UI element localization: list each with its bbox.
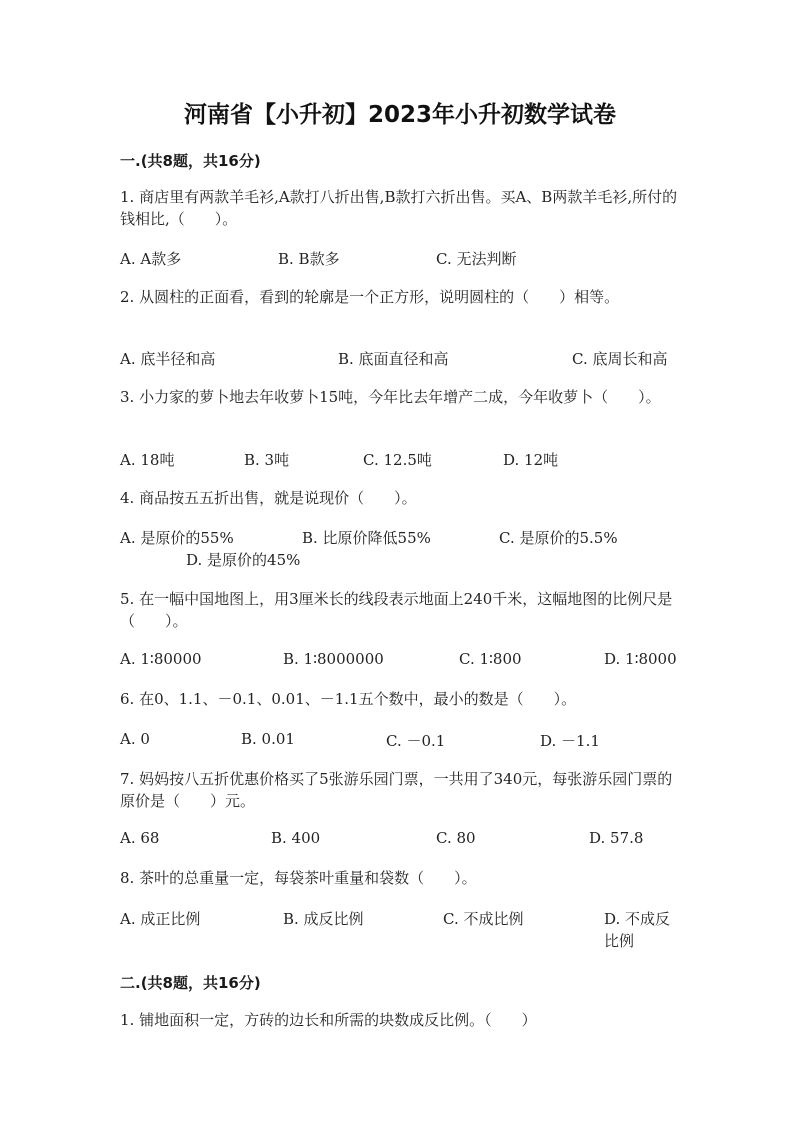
question-1-option-c: C. 无法判断 <box>436 250 517 268</box>
question-4-stem: 4. 商品按五五折出售，就是说现价（ ）。 <box>120 489 417 507</box>
question-5-option-c: C. 1∶800 <box>459 650 522 668</box>
question-4-option-b: B. 比原价降低55% <box>302 529 431 547</box>
question-3-option-b: B. 3吨 <box>244 451 290 469</box>
part2-question-1-stem: 1. 铺地面积一定，方砖的边长和所需的块数成反比例。（ ） <box>120 1011 537 1029</box>
section-heading-2: 二.(共8题，共16分) <box>120 974 261 992</box>
question-7-option-c: C. 80 <box>436 829 476 847</box>
page-title: 河南省【小升初】2023年小升初数学试卷 <box>183 102 616 128</box>
question-8-stem: 8. 茶叶的总重量一定，每袋茶叶重量和袋数（ ）。 <box>120 869 477 887</box>
question-7-option-b: B. 400 <box>271 829 321 847</box>
question-2-option-b: B. 底面直径和高 <box>338 350 449 368</box>
question-5-stem: 5. 在一幅中国地图上，用3厘米长的线段表示地面上240千米，这幅地图的比例尺是（ ）。 <box>120 590 673 630</box>
question-3-option-c: C. 12.5吨 <box>363 451 432 469</box>
question-3-option-d: D. 12吨 <box>503 451 559 469</box>
question-5-option-d: D. 1∶8000 <box>604 650 677 668</box>
question-2-stem: 2. 从圆柱的正面看，看到的轮廓是一个正方形，说明圆柱的（ ）相等。 <box>120 288 620 306</box>
question-2-option-c: C. 底周长和高 <box>572 350 668 368</box>
question-5-option-a: A. 1∶80000 <box>120 650 202 668</box>
question-8-option-d: D. 不成反比例 <box>604 910 671 950</box>
question-7-option-d: D. 57.8 <box>589 829 644 847</box>
question-1-option-b: B. B款多 <box>278 250 340 268</box>
question-8-option-a: A. 成正比例 <box>120 910 201 928</box>
question-6-option-b: B. 0.01 <box>241 730 295 748</box>
question-3-option-a: A. 18吨 <box>120 451 175 469</box>
question-6-option-c: C. －0.1 <box>386 732 446 750</box>
question-3-stem: 3. 小力家的萝卜地去年收萝卜15吨，今年比去年增产二成，今年收萝卜（ ）。 <box>120 388 661 406</box>
question-6-stem: 6. 在0、1.1、－0.1、0.01、－1.1五个数中，最小的数是（ ）。 <box>120 690 577 708</box>
question-7-stem: 7. 妈妈按八五折优惠价格买了5张游乐园门票，一共用了340元，每张游乐园门票的原价是（ ）元。 <box>120 770 673 810</box>
question-4-option-c: C. 是原价的5.5% <box>499 529 618 547</box>
question-4-option-d: D. 是原价的45% <box>186 551 301 569</box>
question-4-option-a: A. 是原价的55% <box>120 529 234 547</box>
question-1-option-a: A. A款多 <box>120 250 182 268</box>
section-heading-1: 一.(共8题，共16分) <box>120 152 261 170</box>
question-6-option-d: D. －1.1 <box>540 732 600 750</box>
question-1-stem: 1. 商店里有两款羊毛衫,A款打八折出售,B款打六折出售。买A、B两款羊毛衫,所付的钱相比,（ ）。 <box>120 188 678 228</box>
question-8-option-b: B. 成反比例 <box>283 910 364 928</box>
question-5-option-b: B. 1∶8000000 <box>283 650 384 668</box>
question-2-option-a: A. 底半径和高 <box>120 350 216 368</box>
question-6-option-a: A. 0 <box>120 730 150 748</box>
question-8-option-c: C. 不成比例 <box>443 910 524 928</box>
question-7-option-a: A. 68 <box>120 829 160 847</box>
